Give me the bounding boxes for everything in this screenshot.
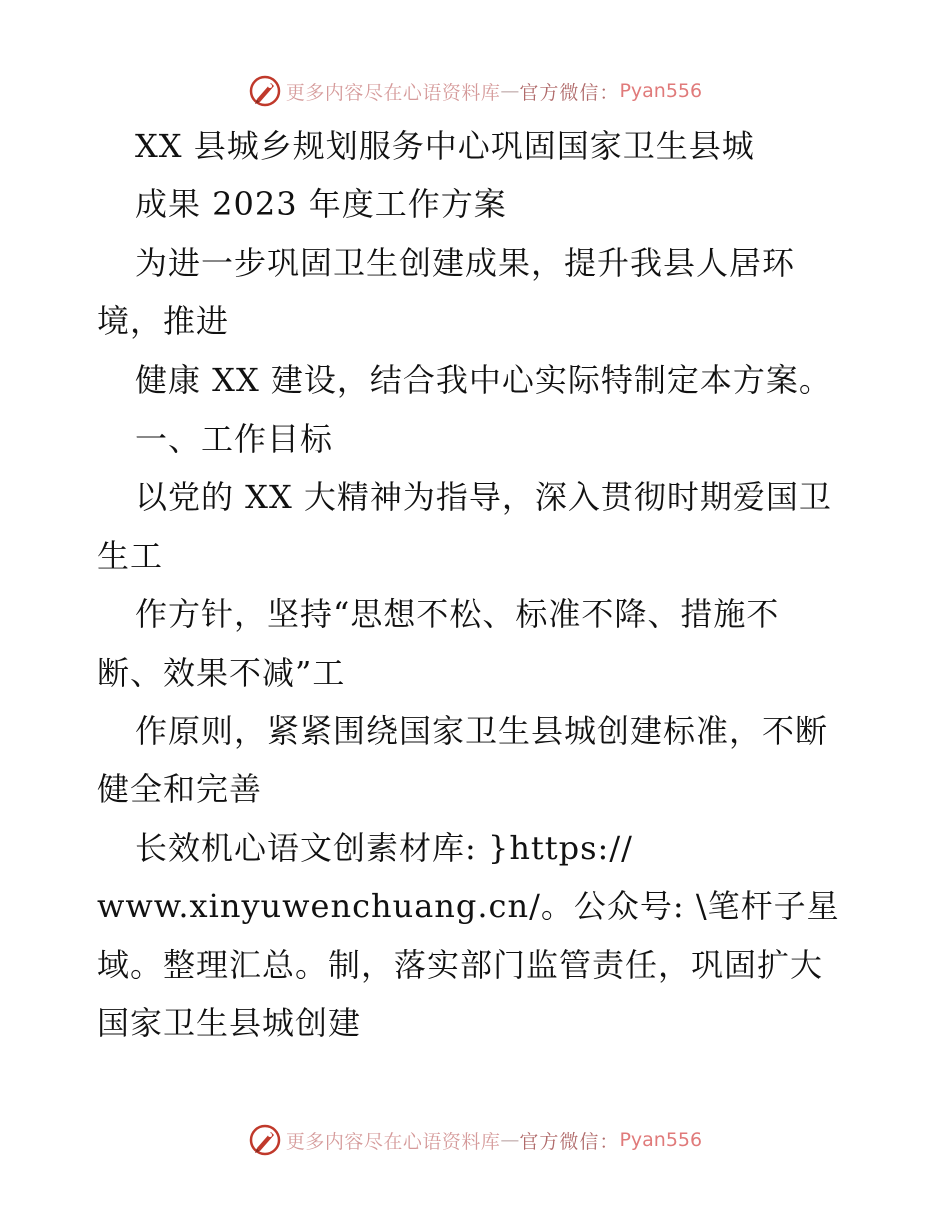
watermark-official-label: 官方微信： [519, 81, 620, 104]
doc-paragraph-line: 生工 [97, 537, 164, 575]
doc-title-line-2: 成果 2023 年度工作方案 [135, 185, 507, 223]
doc-section-heading: 一、工作目标 [135, 420, 334, 458]
header-watermark [0, 69, 950, 113]
footer-watermark [0, 1118, 950, 1162]
watermark-wechat-id: Pyan556 [619, 1129, 703, 1151]
doc-paragraph-line: 健全和完善 [97, 770, 263, 808]
watermark-wechat-id: Pyan556 [619, 80, 703, 102]
doc-paragraph-line: 作原则，紧紧围绕国家卫生县城创建标准，不断 [135, 712, 829, 750]
doc-paragraph-line: 为进一步巩固卫生创建成果，提升我县人居环 [135, 244, 796, 282]
doc-paragraph-line: 断、效果不减”工 [97, 654, 346, 692]
watermark-main-text: 更多内容尽在心语资料库 [285, 1130, 501, 1153]
watermark-main-text: 更多内容尽在心语资料库 [285, 81, 501, 104]
doc-paragraph-line: www.xinyuwenchuang.cn/。公众号: \笔杆子星 [97, 887, 840, 925]
watermark-separator: — [500, 1129, 520, 1151]
doc-paragraph-line: 健康 XX 建设，结合我中心实际特制定本方案。 [135, 361, 832, 399]
pen-logo-icon [248, 1123, 282, 1157]
doc-paragraph-line: 境，推进 [97, 302, 230, 340]
doc-paragraph-line: 以党的 XX 大精神为指导，深入贯彻时期爱国卫 [135, 478, 832, 516]
doc-paragraph-line: 作方针，坚持“思想不松、标准不降、措施不 [135, 595, 780, 633]
doc-paragraph-line: 域。整理汇总。制，落实部门监管责任，巩固扩大 [97, 946, 824, 984]
doc-paragraph-line: 国家卫生县城创建 [97, 1004, 362, 1042]
doc-paragraph-line: 长效机心语文创素材库: }https:// [135, 829, 633, 867]
watermark-official-label: 官方微信： [519, 1130, 620, 1153]
pen-logo-icon [248, 74, 282, 108]
doc-title-line-1: XX 县城乡规划服务中心巩固国家卫生县城 [135, 127, 755, 165]
watermark-separator: — [500, 80, 520, 102]
